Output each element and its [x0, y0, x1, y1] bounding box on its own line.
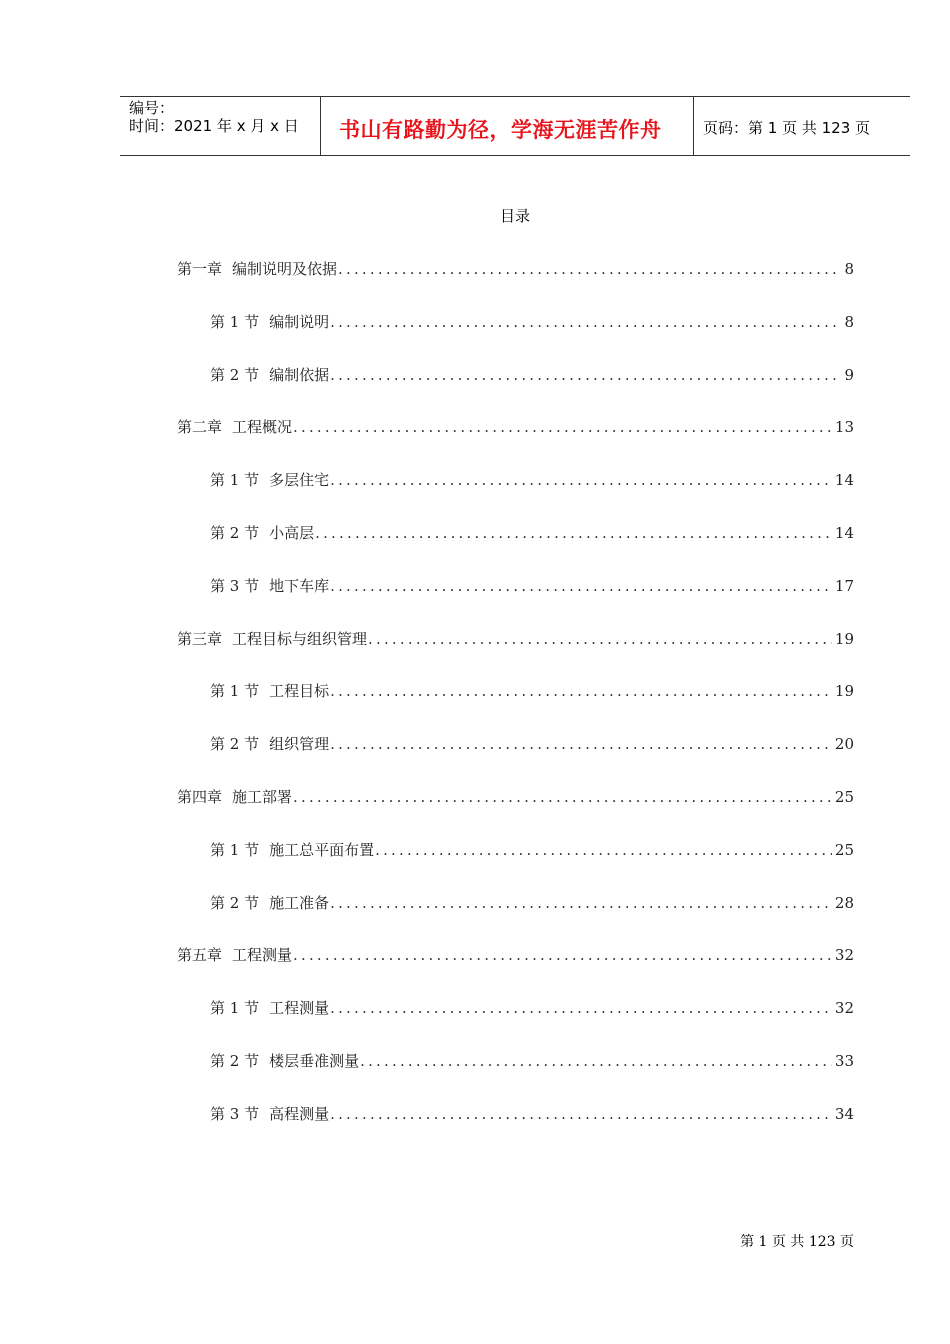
toc-dot-leader: [330, 999, 832, 1017]
toc-section-entry[interactable]: [210, 839, 854, 860]
header-page-cell: [694, 97, 910, 155]
toc-entry-page: 17: [834, 576, 854, 595]
toc-chapter-entry[interactable]: [177, 258, 854, 279]
toc-entry-number: 第一章: [177, 260, 223, 278]
toc-chapter-entry[interactable]: [177, 786, 854, 807]
toc-entry-page: 14: [834, 471, 854, 490]
toc-section-entry[interactable]: [210, 522, 854, 543]
toc-entry-page: 14: [834, 524, 854, 542]
footer-page-number: 第 1 页 共 123 页: [740, 1234, 854, 1250]
toc-dot-leader: [330, 313, 841, 331]
header-page-info: 页码：第 1 页 共 123 页: [703, 119, 871, 137]
toc-section-entry[interactable]: [210, 1103, 854, 1124]
toc-section-entry[interactable]: [210, 680, 854, 701]
toc-entry-title: 工程目标与组织管理: [232, 629, 368, 648]
toc-section-entry[interactable]: [210, 575, 854, 596]
toc-dot-leader: [330, 894, 832, 912]
toc-entry-number: 第四章: [177, 788, 223, 806]
toc-entry-title: 工程测量: [232, 946, 293, 965]
toc-entry-page: 33: [834, 1052, 854, 1070]
toc-dot-leader: [293, 418, 832, 436]
toc-dot-leader: [293, 788, 832, 806]
toc-entry-title: 施工准备: [269, 893, 330, 912]
toc-entry-title: 编制依据: [269, 365, 330, 384]
toc-entry-title: 施工部署: [232, 788, 293, 806]
toc-entry-page: 9: [844, 365, 854, 384]
toc-dot-leader: [338, 260, 841, 278]
toc-chapter-entry[interactable]: [177, 416, 854, 437]
toc-dot-leader: [330, 735, 832, 753]
toc-title: 目录: [499, 207, 530, 225]
toc-entry-title: 组织管理: [269, 735, 330, 754]
toc-entry-number: 第 2 节: [210, 524, 260, 542]
toc-entry-page: 34: [834, 1104, 854, 1123]
toc-entry-title: 工程测量: [269, 999, 330, 1018]
toc-entry-number: 第三章: [177, 629, 223, 648]
toc-dot-leader: [360, 1052, 832, 1070]
toc-dot-leader: [330, 471, 832, 489]
toc-section-entry[interactable]: [210, 733, 854, 754]
toc-entry-page: 28: [834, 893, 854, 912]
toc-entry-number: 第 1 节: [210, 312, 260, 331]
toc-entry-page: 8: [844, 260, 854, 278]
toc-entry-page: 32: [834, 946, 854, 965]
toc-dot-leader: [330, 1105, 832, 1123]
serial-number-label: 编号：: [129, 99, 175, 117]
toc-chapter-entry[interactable]: [177, 944, 854, 965]
toc-entry-number: 第 3 节: [210, 1104, 260, 1123]
header-meta-cell: [120, 97, 321, 155]
toc-entry-page: 19: [834, 682, 854, 701]
toc-entry-number: 第 1 节: [210, 682, 260, 701]
toc-section-entry[interactable]: [210, 364, 854, 385]
toc-entry-page: 32: [834, 999, 854, 1018]
toc-entry-number: 第 2 节: [210, 365, 260, 384]
toc-dot-leader: [330, 682, 832, 700]
header-motto-cell: [321, 97, 694, 155]
motto-text: 书山有路勤为径，学海无涯苦作舟: [339, 118, 662, 142]
toc-section-entry[interactable]: [210, 892, 854, 913]
toc-section-entry[interactable]: [210, 469, 854, 490]
toc-entry-page: 8: [844, 312, 854, 331]
toc-entry-page: 25: [834, 788, 854, 806]
date-line: 时间：2021 年 x 月 x 日: [129, 117, 299, 135]
toc-section-entry[interactable]: [210, 997, 854, 1018]
toc-dot-leader: [368, 630, 832, 648]
toc-entry-number: 第 2 节: [210, 735, 260, 754]
toc-entry-number: 第 2 节: [210, 893, 260, 912]
toc-entry-number: 第五章: [177, 946, 223, 965]
toc-dot-leader: [330, 366, 841, 384]
toc-section-entry[interactable]: [210, 1050, 854, 1071]
toc-entry-title: 地下车库: [269, 576, 330, 595]
toc-dot-leader: [330, 577, 832, 595]
toc-entry-number: 第 2 节: [210, 1052, 260, 1070]
toc-entry-number: 第 1 节: [210, 471, 260, 490]
toc-entry-page: 25: [834, 840, 854, 859]
page-header: [120, 96, 910, 156]
toc-entry-title: 工程概况: [232, 418, 293, 437]
toc-entry-page: 13: [834, 418, 854, 437]
toc-dot-leader: [293, 946, 832, 964]
toc-dot-leader: [315, 524, 832, 542]
toc-entry-title: 多层住宅: [269, 471, 330, 490]
toc-entry-title: 施工总平面布置: [269, 840, 375, 859]
toc-chapter-entry[interactable]: [177, 628, 854, 649]
toc-entry-page: 19: [834, 629, 854, 648]
toc-entry-page: 20: [834, 735, 854, 754]
toc-entry-title: 编制说明: [269, 312, 330, 331]
toc-entry-title: 楼层垂准测量: [269, 1052, 360, 1070]
toc-entry-title: 工程目标: [269, 682, 330, 701]
toc-entry-number: 第 3 节: [210, 576, 260, 595]
toc-entry-number: 第 1 节: [210, 840, 260, 859]
toc-entry-number: 第二章: [177, 418, 223, 437]
toc-section-entry[interactable]: [210, 311, 854, 332]
toc-entry-title: 小高层: [269, 524, 315, 542]
toc-entry-title: 高程测量: [269, 1104, 330, 1123]
toc-entry-number: 第 1 节: [210, 999, 260, 1018]
toc-dot-leader: [375, 841, 832, 859]
toc-entry-title: 编制说明及依据: [232, 260, 338, 278]
